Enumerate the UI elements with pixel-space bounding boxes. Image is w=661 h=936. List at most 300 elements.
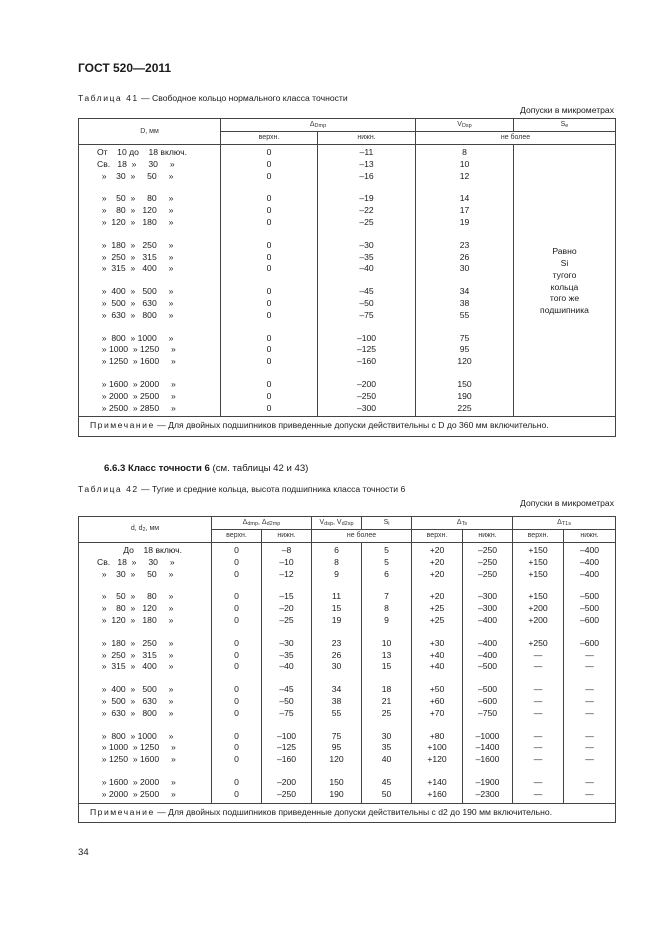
gap-cell	[79, 627, 212, 638]
value-cell: —	[564, 684, 616, 696]
size-range-cell: » 80 » 120 »	[79, 603, 212, 615]
value-cell: 0	[221, 217, 318, 229]
se-merged-line: подшипника	[540, 305, 589, 316]
value-cell: 34	[312, 684, 362, 696]
gap-cell	[412, 766, 463, 777]
table-row	[79, 777, 616, 789]
value-cell: –600	[564, 638, 616, 650]
value-cell: 15	[312, 603, 362, 615]
size-range-cell: » 250 » 315 »	[79, 650, 212, 662]
note-prefix: Примечание	[90, 420, 155, 431]
gap-cell	[513, 720, 564, 731]
header-ts: ΔTs	[412, 517, 513, 530]
value-cell: +140	[412, 777, 463, 789]
value-cell: —	[564, 708, 616, 720]
se-merged-line: Равно	[552, 246, 577, 257]
value-cell: 120	[312, 754, 362, 766]
value-cell: 0	[212, 777, 262, 789]
value-cell: 15	[362, 661, 412, 673]
value-cell: 0	[221, 263, 318, 275]
size-range-cell: От 10 до 18 включ.	[79, 145, 221, 159]
value-cell: 26	[312, 650, 362, 662]
value-cell: +200	[513, 615, 564, 627]
value-cell: +120	[412, 754, 463, 766]
gap-cell	[412, 720, 463, 731]
table-note	[79, 417, 616, 437]
gap-cell	[412, 673, 463, 684]
value-cell: 25	[362, 708, 412, 720]
value-cell: 0	[212, 742, 262, 754]
value-cell: 0	[212, 789, 262, 803]
gap-cell	[221, 229, 318, 240]
value-cell: 0	[212, 569, 262, 581]
header-lower: нижн.	[318, 132, 416, 145]
value-cell: –35	[318, 252, 416, 264]
value-cell: 10	[362, 638, 412, 650]
value-cell: 55	[312, 708, 362, 720]
value-cell: –1000	[463, 731, 513, 743]
note-row	[79, 803, 616, 823]
table-row	[79, 543, 616, 557]
size-range-cell: » 315 » 400 »	[79, 661, 212, 673]
size-range-cell: » 400 » 500 »	[79, 286, 221, 298]
value-cell: —	[564, 789, 616, 803]
value-cell: +30	[412, 638, 463, 650]
value-cell: –400	[564, 557, 616, 569]
value-cell: –400	[463, 615, 513, 627]
table-row	[79, 684, 616, 696]
value-cell: 18	[362, 684, 412, 696]
value-cell: 50	[362, 789, 412, 803]
table-row	[79, 638, 616, 650]
gap-cell	[564, 673, 616, 684]
gap-cell	[513, 673, 564, 684]
size-range-cell: » 180 » 250 »	[79, 638, 212, 650]
value-cell: 0	[221, 240, 318, 252]
value-cell: –250	[463, 557, 513, 569]
value-cell: 8	[362, 603, 412, 615]
value-cell: 9	[312, 569, 362, 581]
value-cell: 0	[221, 310, 318, 322]
value-cell: —	[564, 754, 616, 766]
value-cell: –35	[262, 650, 312, 662]
header-vdsp: VDsp	[416, 119, 514, 132]
value-cell: –75	[318, 310, 416, 322]
gap-cell	[221, 322, 318, 333]
value-cell: 0	[221, 159, 318, 171]
gap-cell	[463, 720, 513, 731]
value-cell: –1400	[463, 742, 513, 754]
size-range-cell: » 2000 » 2500 »	[79, 789, 212, 803]
table-row	[79, 145, 616, 159]
value-cell: –100	[318, 333, 416, 345]
gap-cell	[79, 580, 212, 591]
gap-cell	[212, 580, 262, 591]
value-cell: 0	[221, 252, 318, 264]
value-cell: –50	[318, 298, 416, 310]
value-cell: 190	[312, 789, 362, 803]
value-cell: 7	[362, 591, 412, 603]
gap-cell	[513, 580, 564, 591]
table41-units: Допуски в микрометрах	[520, 105, 614, 115]
value-cell: 0	[221, 379, 318, 391]
size-range-cell: » 80 » 120 »	[79, 205, 221, 217]
value-cell: 40	[362, 754, 412, 766]
gap-cell	[79, 229, 221, 240]
value-cell: +70	[412, 708, 463, 720]
value-cell: +25	[412, 603, 463, 615]
value-cell: —	[513, 684, 564, 696]
gap-cell	[564, 766, 616, 777]
gap-cell	[212, 627, 262, 638]
value-cell: –1900	[463, 777, 513, 789]
value-cell: –40	[262, 661, 312, 673]
header-t1s-upper: верхн.	[513, 530, 564, 543]
value-cell: 0	[221, 193, 318, 205]
row-gap	[79, 720, 616, 731]
value-cell: –300	[463, 603, 513, 615]
value-cell: 95	[312, 742, 362, 754]
header-not-more: не более	[416, 132, 616, 145]
gap-cell	[416, 368, 514, 379]
value-cell: 23	[416, 240, 514, 252]
document-code: ГОСТ 520—2011	[78, 61, 172, 75]
gap-cell	[463, 766, 513, 777]
gap-cell	[212, 720, 262, 731]
gap-cell	[412, 580, 463, 591]
table41-caption	[78, 93, 348, 103]
gap-cell	[318, 368, 416, 379]
value-cell: 0	[221, 286, 318, 298]
table-row	[79, 708, 616, 720]
gap-cell	[513, 766, 564, 777]
header-dmp-d2mp: Δdmp, Δd2mp	[212, 517, 312, 530]
row-gap	[79, 580, 616, 591]
value-cell: 38	[312, 696, 362, 708]
gap-cell	[416, 182, 514, 193]
gap-cell	[312, 673, 362, 684]
header-d: D, мм	[79, 119, 221, 145]
value-cell: +20	[412, 591, 463, 603]
value-cell: —	[513, 708, 564, 720]
se-merged-line: Si	[560, 258, 569, 269]
value-cell: 23	[312, 638, 362, 650]
value-cell: 35	[362, 742, 412, 754]
gap-cell	[564, 720, 616, 731]
gap-cell	[318, 275, 416, 286]
gap-cell	[318, 182, 416, 193]
value-cell: +20	[412, 557, 463, 569]
gap-cell	[312, 766, 362, 777]
value-cell: 0	[221, 391, 318, 403]
gap-cell	[221, 368, 318, 379]
value-cell: –600	[463, 696, 513, 708]
value-cell: 75	[416, 333, 514, 345]
value-cell: —	[513, 650, 564, 662]
value-cell: +150	[513, 543, 564, 557]
value-cell: —	[564, 650, 616, 662]
gap-cell	[463, 673, 513, 684]
value-cell: –19	[318, 193, 416, 205]
value-cell: +150	[513, 591, 564, 603]
header-se: Se	[514, 119, 616, 132]
table42-caption-text: — Тугие и средние кольца, высота подшипника класса точности 6	[138, 484, 406, 494]
table-row	[79, 557, 616, 569]
size-range-cell: » 180 » 250 »	[79, 240, 221, 252]
value-cell: 0	[212, 557, 262, 569]
value-cell: –500	[564, 603, 616, 615]
header-ts-upper: верхн.	[412, 530, 463, 543]
size-range-cell: » 50 » 80 »	[79, 591, 212, 603]
value-cell: 13	[362, 650, 412, 662]
size-range-cell: » 1250 » 1600 »	[79, 356, 221, 368]
value-cell: –25	[318, 217, 416, 229]
value-cell: 26	[416, 252, 514, 264]
se-merged-line: того же	[549, 293, 580, 304]
value-cell: —	[564, 777, 616, 789]
size-range-cell: » 630 » 800 »	[79, 310, 221, 322]
table42	[78, 516, 616, 823]
size-range-cell: » 2500 » 2850 »	[79, 403, 221, 417]
size-range-cell: » 630 » 800 »	[79, 708, 212, 720]
value-cell: –22	[318, 205, 416, 217]
value-cell: 11	[312, 591, 362, 603]
gap-cell	[362, 720, 412, 731]
table-row	[79, 615, 616, 627]
size-range-cell: » 2000 » 2500 »	[79, 391, 221, 403]
size-range-cell: » 120 » 180 »	[79, 217, 221, 229]
value-cell: 10	[416, 159, 514, 171]
value-cell: 95	[416, 344, 514, 356]
table-row	[79, 591, 616, 603]
value-cell: –300	[318, 403, 416, 417]
value-cell: 0	[212, 603, 262, 615]
value-cell: –40	[318, 263, 416, 275]
gap-cell	[79, 275, 221, 286]
value-cell: —	[564, 742, 616, 754]
table41-caption-prefix: Таблица 41	[78, 93, 139, 103]
value-cell: 8	[416, 145, 514, 159]
size-range-cell: Св. 18 » 30 »	[79, 159, 221, 171]
value-cell: 0	[212, 708, 262, 720]
size-range-cell: » 30 » 50 »	[79, 569, 212, 581]
value-cell: 30	[312, 661, 362, 673]
value-cell: 0	[221, 145, 318, 159]
value-cell: +150	[513, 569, 564, 581]
value-cell: —	[513, 789, 564, 803]
value-cell: 0	[212, 591, 262, 603]
value-cell: +40	[412, 650, 463, 662]
value-cell: –1600	[463, 754, 513, 766]
table-note	[79, 803, 616, 823]
value-cell: –16	[318, 171, 416, 183]
value-cell: 6	[362, 569, 412, 581]
value-cell: 0	[221, 298, 318, 310]
table-row	[79, 742, 616, 754]
value-cell: 0	[212, 543, 262, 557]
gap-cell	[262, 673, 312, 684]
value-cell: –50	[262, 696, 312, 708]
value-cell: 0	[221, 171, 318, 183]
value-cell: –400	[463, 638, 513, 650]
value-cell: +60	[412, 696, 463, 708]
value-cell: –10	[262, 557, 312, 569]
value-cell: 19	[312, 615, 362, 627]
header-t1s-lower: нижн.	[564, 530, 616, 543]
size-range-cell: » 120 » 180 »	[79, 615, 212, 627]
header-ts-lower: нижн.	[463, 530, 513, 543]
gap-cell	[318, 229, 416, 240]
value-cell: –300	[463, 591, 513, 603]
note-prefix: Примечание	[90, 806, 155, 817]
value-cell: 0	[221, 403, 318, 417]
value-cell: 30	[416, 263, 514, 275]
value-cell: –250	[463, 543, 513, 557]
note-text: — Для двойных подшипников приведенные допуски действительны с d2 до 190 мм включительно.	[154, 806, 553, 817]
value-cell: –400	[463, 650, 513, 662]
size-range-cell: Св. 18 » 30 »	[79, 557, 212, 569]
table-row	[79, 661, 616, 673]
size-range-cell: » 500 » 630 »	[79, 298, 221, 310]
value-cell: 0	[221, 344, 318, 356]
table41	[78, 118, 616, 437]
gap-cell	[362, 580, 412, 591]
header-not-more: не более	[312, 530, 412, 543]
gap-cell	[416, 322, 514, 333]
gap-cell	[212, 673, 262, 684]
size-range-cell: » 1600 » 2000 »	[79, 777, 212, 789]
value-cell: +160	[412, 789, 463, 803]
value-cell: 190	[416, 391, 514, 403]
value-cell: 17	[416, 205, 514, 217]
table41-caption-text: — Свободное кольцо нормального класса точности	[138, 93, 348, 103]
value-cell: –200	[318, 379, 416, 391]
value-cell: –250	[318, 391, 416, 403]
value-cell: –45	[318, 286, 416, 298]
gap-cell	[221, 275, 318, 286]
header-vdsp-vd2sp: Vdsp, Vd2sp	[312, 517, 362, 530]
gap-cell	[262, 627, 312, 638]
gap-cell	[212, 766, 262, 777]
value-cell: 0	[212, 684, 262, 696]
gap-cell	[312, 627, 362, 638]
value-cell: +25	[412, 615, 463, 627]
value-cell: –125	[318, 344, 416, 356]
value-cell: –160	[318, 356, 416, 368]
value-cell: —	[513, 777, 564, 789]
value-cell: –75	[262, 708, 312, 720]
value-cell: 19	[416, 217, 514, 229]
value-cell: 9	[362, 615, 412, 627]
value-cell: –600	[564, 615, 616, 627]
value-cell: 0	[212, 754, 262, 766]
table-row	[79, 754, 616, 766]
gap-cell	[362, 766, 412, 777]
gap-cell	[362, 673, 412, 684]
gap-cell	[262, 766, 312, 777]
note-text: — Для двойных подшипников приведенные допуски действительны с D до 360 мм включительно.	[154, 420, 549, 431]
se-merged-cell	[514, 145, 616, 417]
value-cell: –125	[262, 742, 312, 754]
row-gap	[79, 627, 616, 638]
size-range-cell: » 800 » 1000 »	[79, 333, 221, 345]
value-cell: –400	[564, 569, 616, 581]
gap-cell	[79, 368, 221, 379]
section-heading-rest: (см. таблицы 42 и 43)	[209, 463, 309, 474]
value-cell: —	[564, 661, 616, 673]
size-range-cell: » 50 » 80 »	[79, 193, 221, 205]
value-cell: –45	[262, 684, 312, 696]
gap-cell	[412, 627, 463, 638]
value-cell: –250	[463, 569, 513, 581]
table-row	[79, 603, 616, 615]
gap-cell	[79, 322, 221, 333]
gap-cell	[463, 627, 513, 638]
value-cell: —	[564, 731, 616, 743]
value-cell: –13	[318, 159, 416, 171]
value-cell: –8	[262, 543, 312, 557]
gap-cell	[416, 229, 514, 240]
value-cell: +50	[412, 684, 463, 696]
header-upper: верхн.	[212, 530, 262, 543]
gap-cell	[513, 627, 564, 638]
value-cell: 21	[362, 696, 412, 708]
gap-cell	[262, 720, 312, 731]
value-cell: 38	[416, 298, 514, 310]
note-row	[79, 417, 616, 437]
header-si: Si	[362, 517, 412, 530]
value-cell: 30	[362, 731, 412, 743]
table42-caption	[78, 484, 405, 494]
size-range-cell: » 1000 » 1250 »	[79, 742, 212, 754]
gap-cell	[312, 580, 362, 591]
gap-cell	[79, 673, 212, 684]
se-merged-line: кольца	[550, 281, 579, 292]
value-cell: 12	[416, 171, 514, 183]
header-dmp: ΔDmp	[221, 119, 416, 132]
value-cell: 0	[212, 696, 262, 708]
value-cell: –400	[564, 543, 616, 557]
gap-cell	[79, 766, 212, 777]
value-cell: –30	[318, 240, 416, 252]
value-cell: 225	[416, 403, 514, 417]
row-gap	[79, 766, 616, 777]
size-range-cell: » 1250 » 1600 »	[79, 754, 212, 766]
value-cell: 55	[416, 310, 514, 322]
header-d-d2: d, d2, мм	[79, 517, 212, 543]
se-merged-line: тугого	[552, 269, 577, 280]
value-cell: 0	[221, 333, 318, 345]
gap-cell	[362, 627, 412, 638]
size-range-cell: » 1000 » 1250 »	[79, 344, 221, 356]
value-cell: 5	[362, 543, 412, 557]
value-cell: 150	[416, 379, 514, 391]
page-number: 34	[78, 847, 89, 858]
value-cell: +40	[412, 661, 463, 673]
value-cell: —	[513, 742, 564, 754]
section-number-title: 6.6.3 Класс точности 6	[104, 463, 210, 474]
value-cell: +150	[513, 557, 564, 569]
value-cell: –12	[262, 569, 312, 581]
value-cell: 75	[312, 731, 362, 743]
gap-cell	[564, 580, 616, 591]
value-cell: –2300	[463, 789, 513, 803]
value-cell: +250	[513, 638, 564, 650]
gap-cell	[79, 720, 212, 731]
value-cell: —	[564, 696, 616, 708]
row-gap	[79, 673, 616, 684]
gap-cell	[463, 580, 513, 591]
